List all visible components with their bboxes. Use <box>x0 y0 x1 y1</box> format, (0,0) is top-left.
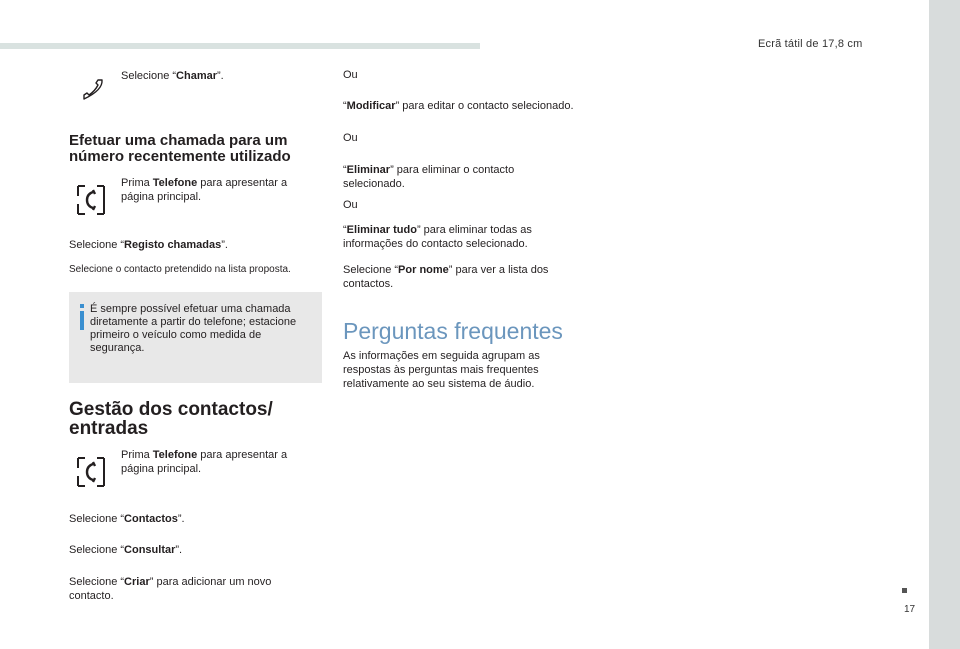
delete-all-option-line2: informações do contacto selecionado. <box>343 238 528 250</box>
info-line-2: diretamente a partir do telefone; estacione <box>90 316 297 328</box>
select-create-line2: contacto. <box>69 590 114 602</box>
info-line-3: primeiro o veículo como medida de <box>90 329 262 341</box>
telephone-button-icon <box>76 454 106 490</box>
section1-title-line1: Efetuar uma chamada para um <box>69 132 288 149</box>
or-3: Ou <box>343 199 358 211</box>
page-marker <box>902 588 907 593</box>
page-header-title: Ecrã tátil de 17,8 cm <box>758 38 863 50</box>
info-line-1: É sempre possível efetuar uma chamada <box>90 303 291 315</box>
side-tab-strip <box>929 0 960 649</box>
info-line-4: segurança. <box>90 342 145 354</box>
modify-option: “Modificar” para editar o contacto selecionado. <box>343 100 574 112</box>
select-consult: Selecione “Consultar”. <box>69 544 183 556</box>
delete-option: “Eliminar” para eliminar o contacto <box>343 164 515 176</box>
press-telephone-1: Prima Telefone para apresentar a <box>121 177 288 189</box>
or-1: Ou <box>343 69 358 81</box>
by-name-option-line2: contactos. <box>343 278 394 290</box>
section2-title-line2: entradas <box>69 418 149 439</box>
select-create: Selecione “Criar” para adicionar um novo <box>69 576 272 588</box>
faq-line-2: respostas às perguntas mais frequentes <box>343 364 539 376</box>
faq-line-1: As informações em seguida agrupam as <box>343 350 540 362</box>
press-telephone-2-line2: página principal. <box>121 463 202 475</box>
select-call-log: Selecione “Registo chamadas”. <box>69 239 228 251</box>
select-contacts: Selecione “Contactos”. <box>69 513 185 525</box>
press-telephone-2: Prima Telefone para apresentar a <box>121 449 288 461</box>
header-rule <box>0 43 480 49</box>
by-name-option: Selecione “Por nome” para ver a lista dos <box>343 264 549 276</box>
delete-option-line2: selecionado. <box>343 178 405 190</box>
select-contact-instruction: Selecione o contacto pretendido na lista proposta. <box>69 264 291 275</box>
info-note-box <box>69 292 322 383</box>
page-number: 17 <box>904 604 916 615</box>
press-telephone-1-line2: página principal. <box>121 191 202 203</box>
faq-line-3: relativamente ao seu sistema de áudio. <box>343 378 535 390</box>
info-icon <box>77 304 87 330</box>
section1-title-line2: número recentemente utilizado <box>69 148 291 165</box>
telephone-button-icon <box>76 182 106 218</box>
phone-handset-icon <box>80 78 106 104</box>
section2-title-line1: Gestão dos contactos/ <box>69 399 273 420</box>
faq-title: Perguntas frequentes <box>343 318 563 344</box>
delete-all-option: “Eliminar tudo” para eliminar todas as <box>343 224 532 236</box>
step-call: Selecione “Chamar”. <box>121 70 224 82</box>
or-2: Ou <box>343 132 358 144</box>
